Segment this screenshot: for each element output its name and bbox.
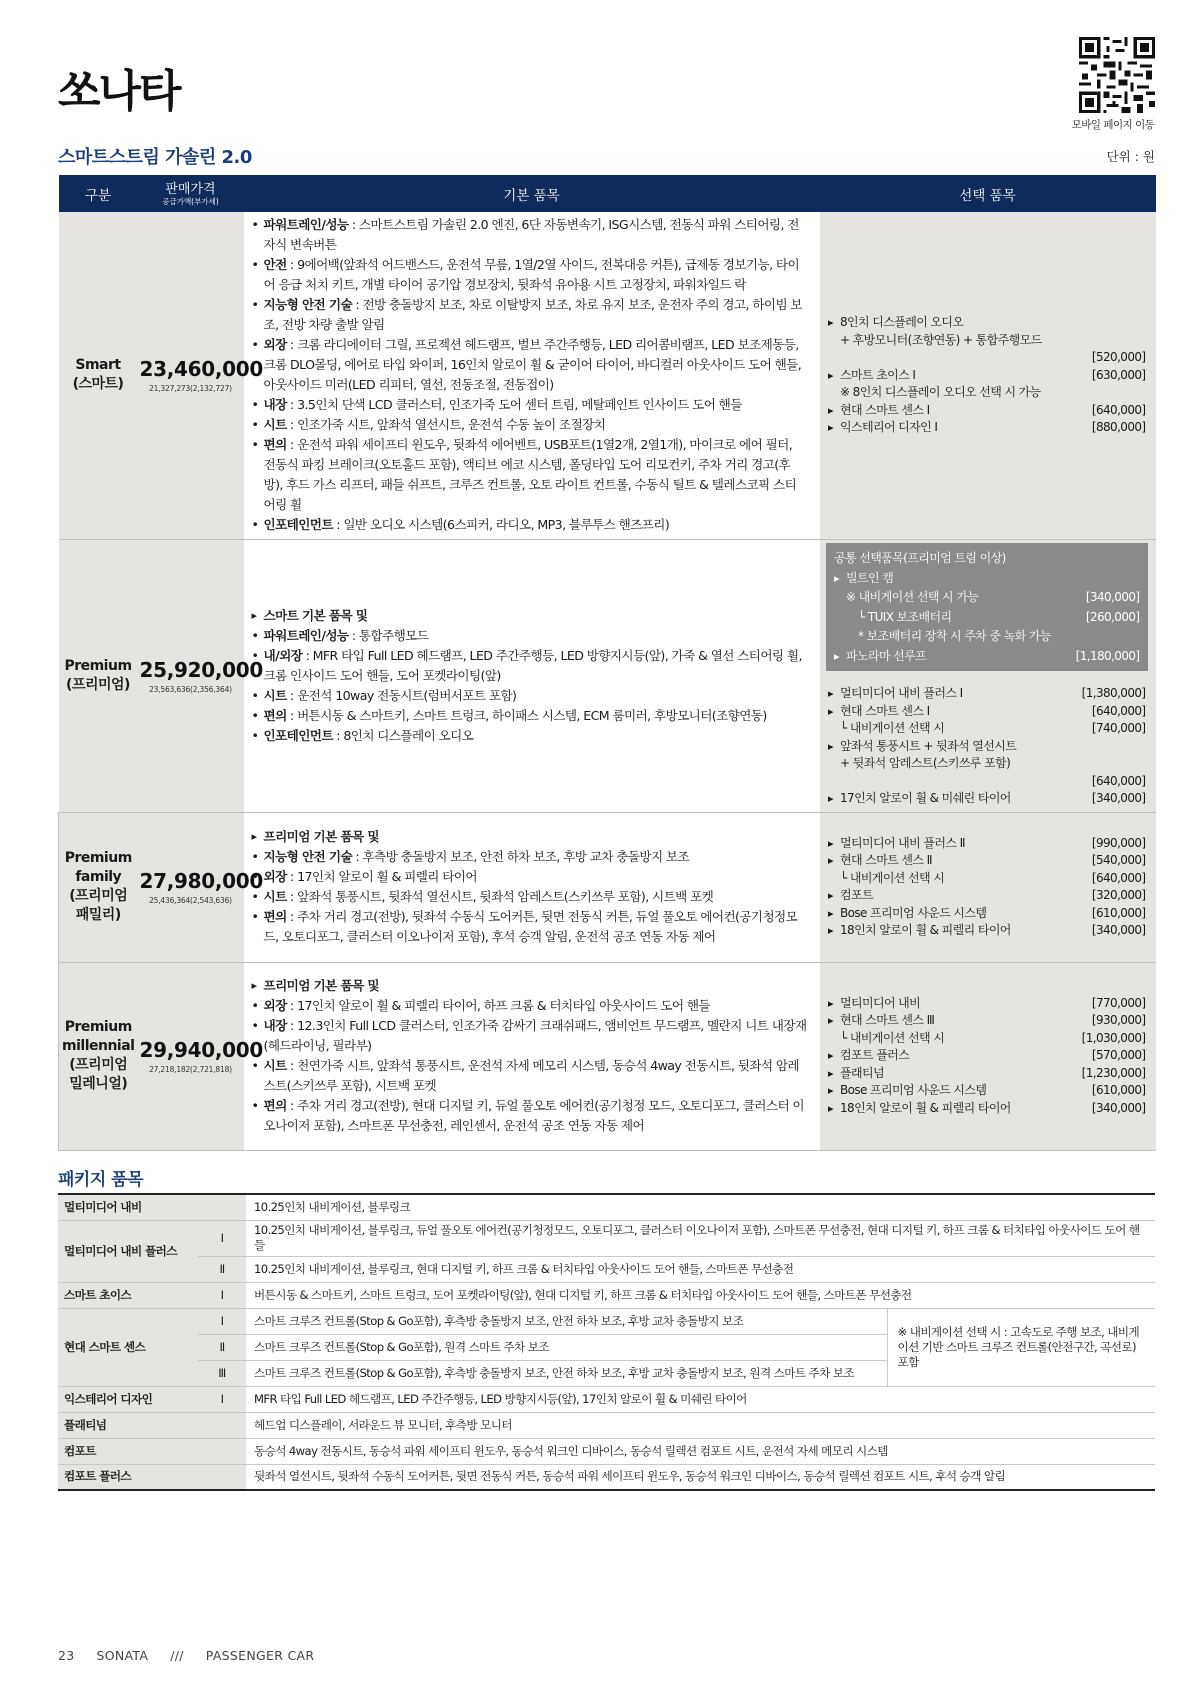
basic-item: • 시트 : 천연가죽 시트, 앞좌석 통풍시트, 운전석 자세 메모리 시스템, 동승석 4way 전동시트, 뒷좌석 암레스트(스키쓰루 포함), 시트백 포켓 <box>252 1056 808 1096</box>
trim-price <box>138 539 264 812</box>
price-sub: 21,327,273(2,132,727) <box>149 384 232 394</box>
table-header-row <box>59 175 1156 212</box>
basic-item: • 인포테인먼트 : 8인치 디스플레이 오디오 <box>252 726 808 746</box>
option-item: ▸ 17인치 알로이 휠 & 미쉐린 타이어 [340,000] <box>828 790 1146 808</box>
option-item: ▸ 18인치 알로이 휠 & 피렐리 타이어 [340,000] <box>828 922 1146 940</box>
option-item: └ TUIX 보조배터리 [260,000] <box>858 609 1140 624</box>
basic-item: • 시트 : 운전석 10way 전동시트(럼버서포트 포함) <box>252 686 808 706</box>
option-item: ▸ 파노라마 선루프 [1,180,000] <box>834 647 1140 667</box>
price-table <box>58 175 1156 1151</box>
option-item: └ 내비게이션 선택 시 [740,000] <box>840 721 1146 736</box>
common-options-box <box>826 543 1148 671</box>
package-section-title: 패키지 품목 <box>58 1170 144 1190</box>
option-item: ▸ 컴포트 플러스 [570,000] <box>828 1047 1146 1065</box>
option-item: ※ 8인치 디스플레이 오디오 선택 시 가능 <box>840 385 1041 399</box>
package-name: 멀티미디어 내비 플러스 <box>58 1220 198 1282</box>
package-row <box>58 1438 1155 1464</box>
option-item: ▸ 멀티미디어 내비 [770,000] <box>828 995 1146 1013</box>
option-item: └ 내비게이션 선택 시 [1,030,000] <box>840 1030 1146 1045</box>
package-row <box>58 1308 1155 1334</box>
option-item: ▸ 18인치 알로이 휠 & 피렐리 타이어 [340,000] <box>828 1100 1146 1118</box>
option-item: + 뒷좌석 암레스트(스키쓰루 포함) <box>840 756 1011 771</box>
basic-items <box>244 539 820 812</box>
option-items <box>820 962 1156 1150</box>
trim-row-family <box>59 812 1156 962</box>
page-number: 23 <box>58 1648 75 1663</box>
trim-row-premium <box>59 539 1156 812</box>
basic-item: • 편의 : 운전석 파워 세이프티 윈도우, 뒷좌석 에어벤트, USB포트(1열2개, 2열1개), 마이크로 에어 필터, 전동식 파킹 브레이크(오토홀드 포함), 액티브 에코 시스템, 폴딩타입 도어 리모컨키, 주차 거리 경고(후방), 후드 가스 리프터, 패들 쉬프트, 크루즈 컨트롤, 오토 라이트 컨트롤, 수동식 틸트 & 텔레스코픽 스티어링 휠 <box>252 435 808 515</box>
option-item: ▸ 멀티미디어 내비 플러스 Ⅰ [1,380,000] <box>828 685 1146 703</box>
basic-item: • 안전 : 9에어백(앞좌석 어드밴스드, 운전석 무릎, 1열/2열 사이드, 전복대응 커튼), 급제동 경보기능, 타이어 응급 처치 키트, 개별 타이어 공기압 경보장치, 뒷좌석 유아용 시트 고정장치, 파워차일드 락 <box>252 255 808 295</box>
package-name: 플래티넘 <box>58 1412 246 1438</box>
price-value: 23,460,000 <box>139 357 264 382</box>
package-name: 멀티미디어 내비 <box>58 1194 246 1220</box>
package-row <box>58 1194 1155 1220</box>
footer-category: PASSENGER CAR <box>205 1648 315 1663</box>
basic-item: • 내장 : 3.5인치 단색 LCD 클러스터, 인조가죽 도어 센터 트림, 메탈페인트 인사이드 도어 핸들 <box>252 395 808 415</box>
option-items <box>820 812 1156 962</box>
package-row <box>58 1386 1155 1412</box>
package-row <box>58 1282 1155 1308</box>
package-desc: 헤드업 디스플레이, 서라운드 뷰 모니터, 후측방 모니터 <box>246 1412 1155 1438</box>
trim-price <box>138 812 264 962</box>
basic-items <box>244 212 820 539</box>
package-desc: MFR 타입 Full LED 헤드램프, LED 주간주행등, LED 방향지시등(앞), 17인치 알로이 휠 & 미쉐린 타이어 <box>246 1386 1155 1412</box>
price-value: 25,920,000 <box>139 657 264 682</box>
common-options-heading: 공통 선택품목(프리미엄 트림 이상) <box>834 551 1006 566</box>
package-desc: 스마트 크루즈 컨트롤(Stop & Go포함), 후측방 충돌방지 보조, 안전 하차 보조, 후방 교차 충돌방지 보조, 원격 스마트 주차 보조 <box>246 1360 887 1386</box>
option-item: ▸ 현대 스마트 센스 Ⅰ [640,000] <box>828 402 1146 420</box>
option-item: ▸ 스마트 초이스 Ⅰ [630,000] <box>828 367 1146 385</box>
basic-item: • 지능형 안전 기술 : 후측방 충돌방지 보조, 안전 하차 보조, 후방 교차 충돌방지 보조 <box>252 847 808 867</box>
trim-price <box>138 962 264 1150</box>
header-price-label: 판매가격 <box>165 181 216 197</box>
basic-item: • 시트 : 앞좌석 통풍시트, 뒷좌석 열선시트, 뒷좌석 암레스트(스키쓰루 포함), 시트백 포켓 <box>252 887 808 907</box>
basic-item: • 내/외장 : MFR 타입 Full LED 헤드램프, LED 주간주행등, LED 방향지시등(앞), 가죽 & 열선 스티어링 휠, 크롬 인사이드 도어 핸들, 도어 포켓라이팅(앞) <box>252 646 808 686</box>
page-footer <box>58 1648 336 1663</box>
page-title: 쏘나타 <box>58 66 180 117</box>
basic-item: • 내장 : 12.3인치 Full LCD 클러스터, 인조가죽 감싸기 크래쉬패드, 앰비언트 무드램프, 멜란지 니트 내장재(헤드라이닝, 필라부) <box>252 1016 808 1056</box>
package-desc: 10.25인치 내비게이션, 블루링크 <box>246 1194 1155 1220</box>
qr-label: 모바일 페이지 이동 <box>1071 119 1155 131</box>
option-item: ▸ 익스테리어 디자인 Ⅰ [880,000] <box>828 419 1146 437</box>
trim-name: Premium millennial (프리미엄 밀레니얼) <box>59 962 138 1150</box>
option-item: ▸ 8인치 디스플레이 오디오 <box>828 314 1146 332</box>
option-item: + 후방모니터(조향연동) + 통합주행모드 <box>840 332 1042 347</box>
package-desc: 10.25인치 내비게이션, 블루링크, 현대 디지털 키, 하프 크롬 & 터치타입 아웃사이드 도어 핸들, 스마트폰 무선충전 <box>246 1256 1155 1282</box>
basic-item: • 외장 : 17인치 알로이 휠 & 피렐리 타이어 <box>252 867 808 887</box>
basic-item: ▸ 프리미엄 기본 품목 및 <box>252 976 808 996</box>
option-item: ▸ 현대 스마트 센스 Ⅱ [540,000] <box>828 852 1146 870</box>
basic-item: ▸ 프리미엄 기본 품목 및 <box>252 827 808 847</box>
basic-item: • 외장 : 크롬 라디에이터 그릴, 프로젝션 헤드램프, 벌브 주간주행등, LED 리어콤비램프, LED 보조제동등, 크롬 DLO몰딩, 에어로 타입 와이퍼, 16인치 알로이 휠 & 굳이어 타이어, 바디컬러 아웃사이드 도어 핸들, 아웃사이드 미러(LED 리피터, 열선, 전동조절, 전동접이) <box>252 335 808 395</box>
basic-item: • 편의 : 주차 거리 경고(전방), 뒷좌석 수동식 도어커튼, 뒷면 전동식 커튼, 듀얼 풀오토 에어컨(공기청정모드, 오토디포그, 클러스터 이오나이저 포함), 후석 승객 알림, 운전석 공조 연동 자동 제어 <box>252 907 808 947</box>
basic-item: • 편의 : 주차 거리 경고(전방), 현대 디지털 키, 듀얼 풀오토 에어컨(공기청정 모드, 오토디포그, 클러스터 이오나이저 포함), 스마트폰 무선충전, 레인센서, 운전석 공조 연동 자동 제어 <box>252 1096 808 1136</box>
price-value: 27,980,000 <box>139 869 264 893</box>
package-level: Ⅰ <box>198 1308 246 1334</box>
option-item: ▸ 현대 스마트 센스 Ⅰ [640,000] <box>828 703 1146 721</box>
option-item: ▸ Bose 프리미엄 사운드 시스템 [610,000] <box>828 1082 1146 1100</box>
option-item: ※ 내비게이션 선택 시 가능 [340,000] <box>846 590 1140 605</box>
basic-item: • 시트 : 인조가죽 시트, 앞좌석 열선시트, 운전석 수동 높이 조절장치 <box>252 415 808 435</box>
option-item: * 보조배터리 장착 시 주차 중 녹화 가능 <box>858 629 1051 644</box>
unit-label: 단위 : 원 <box>1106 149 1155 164</box>
basic-item: • 지능형 안전 기술 : 전방 충돌방지 보조, 차로 이탈방지 보조, 차로 유지 보조, 운전자 주의 경고, 하이빔 보조, 전방 차량 출발 알림 <box>252 295 808 335</box>
basic-item: • 편의 : 버튼시동 & 스마트키, 스마트 트렁크, 하이패스 시스템, ECM 룸미러, 후방모니터(조향연동) <box>252 706 808 726</box>
basic-items <box>244 962 820 1150</box>
package-name: 컴포트 <box>58 1438 246 1464</box>
package-level: Ⅰ <box>198 1386 246 1412</box>
trim-row-millennial <box>59 962 1156 1150</box>
option-item: └ 내비게이션 선택 시 [640,000] <box>840 870 1146 885</box>
engine-subtitle: 스마트스트림 가솔린 2.0 <box>58 147 252 168</box>
trim-price <box>138 212 264 539</box>
option-item: ▸ 플래티넘 [1,230,000] <box>828 1065 1146 1083</box>
package-row <box>58 1412 1155 1438</box>
option-item: ▸ 빌트인 캠 <box>834 569 1140 589</box>
option-item: [520,000] <box>1091 350 1146 364</box>
package-level: Ⅰ <box>198 1220 246 1256</box>
basic-item: ▸ 스마트 기본 품목 및 <box>252 606 808 626</box>
package-name: 익스테리어 디자인 <box>58 1386 198 1412</box>
header-price-sub: 공급가액(부가세) <box>162 196 219 206</box>
option-items <box>820 539 1156 812</box>
trim-name: Premium (프리미엄) <box>59 539 138 812</box>
basic-item: • 외장 : 17인치 알로이 휠 & 피렐리 타이어, 하프 크롬 & 터치타입 아웃사이드 도어 핸들 <box>252 996 808 1016</box>
price-value: 29,940,000 <box>139 1038 264 1062</box>
package-level: Ⅱ <box>198 1256 246 1282</box>
header-trim: 구분 <box>59 175 138 212</box>
option-item: ▸ Bose 프리미엄 사운드 시스템 [610,000] <box>828 905 1146 923</box>
footer-separator: /// <box>170 1648 184 1663</box>
package-desc: 스마트 크루즈 컨트롤(Stop & Go포함), 후측방 충돌방지 보조, 안전 하차 보조, 후방 교차 충돌방지 보조 <box>246 1308 887 1334</box>
package-level: Ⅱ <box>198 1334 246 1360</box>
basic-items <box>244 812 820 962</box>
option-item: [640,000] <box>1091 773 1146 788</box>
package-desc: 10.25인치 내비게이션, 블루링크, 듀얼 풀오토 에어컨(공기청정모드, 오토디포그, 클러스터 이오나이저 포함), 스마트폰 무선충전, 현대 디지털 키, 하프 크롬 & 터치타입 아웃사이드 도어 핸들 <box>246 1220 1155 1256</box>
package-desc: 버튼시동 & 스마트키, 스마트 트렁크, 도어 포켓라이팅(앞), 현대 디지털 키, 하프 크롬 & 터치타입 아웃사이드 도어 핸들, 스마트폰 무선충전 <box>246 1282 1155 1308</box>
option-item: ▸ 멀티미디어 내비 플러스 Ⅱ [990,000] <box>828 835 1146 853</box>
trim-name: Smart (스마트) <box>59 212 138 539</box>
package-name: 스마트 초이스 <box>58 1282 198 1308</box>
header-options: 선택 품목 <box>820 175 1156 212</box>
header-basic: 기본 품목 <box>244 175 820 212</box>
basic-item: • 파워트레인/성능 : 통합주행모드 <box>252 626 808 646</box>
price-sub: 25,436,364(2,543,636) <box>149 896 232 905</box>
trim-row-smart <box>59 212 1156 539</box>
basic-item: • 인포테인먼트 : 일반 오디오 시스템(6스피커, 라디오, MP3, 블루투스 핸즈프리) <box>252 515 808 535</box>
package-level: Ⅰ <box>198 1282 246 1308</box>
package-level: Ⅲ <box>198 1360 246 1386</box>
option-item: ▸ 컴포트 [320,000] <box>828 887 1146 905</box>
package-note: ※ 내비게이션 선택 시 : 고속도로 주행 보조, 내비게이션 기반 스마트 크루즈 컨트롤(안전구간, 곡선로) 포함 <box>887 1308 1155 1386</box>
package-desc: 뒷좌석 열선시트, 뒷좌석 수동식 도어커튼, 뒷면 전동식 커튼, 동승석 파워 세이프티 윈도우, 동승석 워크인 디바이스, 동승석 릴렉션 컴포트 시트, 후석 승객 알림 <box>246 1464 1155 1490</box>
basic-item: • 파워트레인/성능 : 스마트스트림 가솔린 2.0 엔진, 6단 자동변속기, ISG시스템, 전동식 파워 스티어링, 전자식 변속버튼 <box>252 215 808 255</box>
option-items <box>820 212 1156 539</box>
package-name: 컴포트 플러스 <box>58 1464 246 1490</box>
package-desc: 스마트 크루즈 컨트롤(Stop & Go포함), 원격 스마트 주차 보조 <box>246 1334 887 1360</box>
price-sub: 27,218,182(2,721,818) <box>149 1065 232 1074</box>
footer-model: SONATA <box>96 1648 149 1663</box>
trim-name: Premium family (프리미엄 패밀리) <box>59 812 138 962</box>
package-row <box>58 1464 1155 1490</box>
qr-code-icon[interactable] <box>1079 37 1155 113</box>
option-item: ▸ 앞좌석 통풍시트 + 뒷좌석 열선시트 <box>828 738 1146 756</box>
package-row <box>58 1256 1155 1282</box>
package-desc: 동승석 4way 전동시트, 동승석 파워 세이프티 윈도우, 동승석 워크인 디바이스, 동승석 릴렉션 컴포트 시트, 운전석 자세 메모리 시스템 <box>246 1438 1155 1464</box>
package-row <box>58 1220 1155 1256</box>
price-sub: 23,563,636(2,356,364) <box>149 684 232 694</box>
header-price <box>138 175 244 212</box>
package-name: 현대 스마트 센스 <box>58 1308 198 1386</box>
option-item: ▸ 현대 스마트 센스 Ⅲ [930,000] <box>828 1012 1146 1030</box>
package-table <box>58 1193 1155 1491</box>
